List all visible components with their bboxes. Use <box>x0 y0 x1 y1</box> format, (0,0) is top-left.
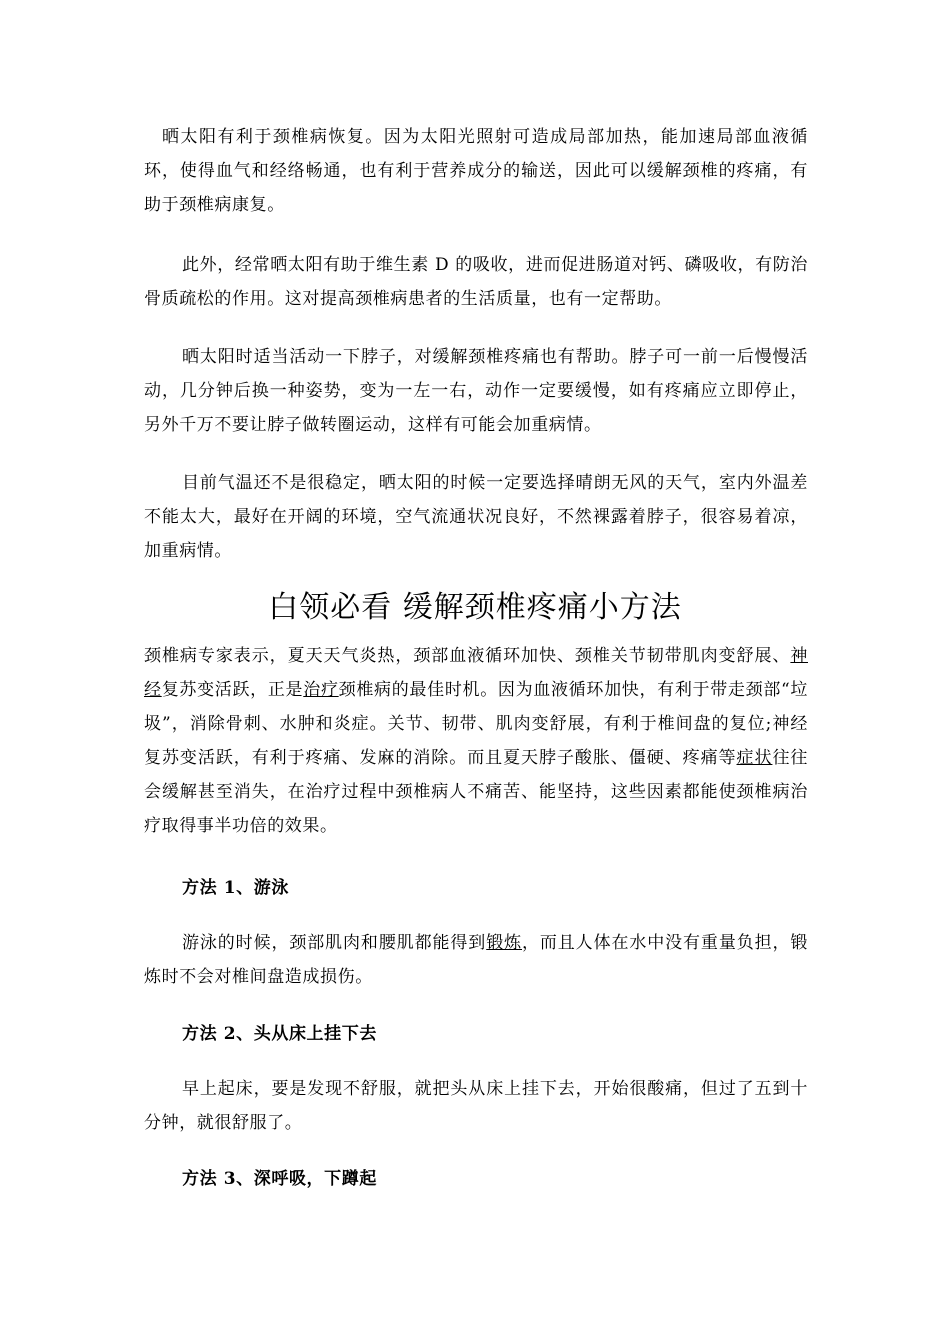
paragraph-summer-treatment <box>144 639 808 843</box>
text-segment: 游泳的时候，颈部肌肉和腰肌都能得到 <box>182 933 487 953</box>
method-3-heading: 方法 3、深呼吸，下蹲起 <box>182 1169 377 1189</box>
paragraph-vitamin-d: 此外，经常晒太阳有助于维生素 D 的吸收，进而促进肠道对钙、磷吸收，有防治骨质疏松的作用。这对提高颈椎病患者的生活质量，也有一定帮助。 <box>144 255 808 309</box>
link-exercise[interactable]: 锻炼 <box>486 933 522 953</box>
paragraph-sunbathing-recovery: 晒太阳有利于颈椎病恢复。因为太阳光照射可造成局部加热，能加速局部血液循环，使得血气和经络畅通，也有利于营养成分的输送，因此可以缓解颈椎的疼痛，有助于颈椎病康复。 <box>144 127 808 215</box>
paragraph-hang-head: 早上起床，要是发现不舒服，就把头从床上挂下去，开始很酸痛，但过了五到十分钟，就很舒服了。 <box>144 1079 808 1133</box>
text-segment: 颈椎病专家表示，夏天天气炎热，颈部血液循环加快、颈椎关节韧带肌肉变舒展、 <box>144 646 791 666</box>
link-symptoms[interactable]: 症状 <box>736 748 773 768</box>
text-segment: 往往会缓解甚至消失，在治疗过程中颈椎病人不痛苦、能坚持，这些因素都能使颈椎病治疗取得事半功倍的效果。 <box>144 748 808 836</box>
link-nerve[interactable]: 神经 <box>144 646 808 700</box>
paragraph-swimming <box>144 926 808 994</box>
method-2-heading: 方法 2、头从床上挂下去 <box>182 1024 377 1044</box>
section-title: 白领必看 缓解颈椎疼痛小方法 <box>268 590 682 625</box>
text-segment: 颈椎病的最佳时机。因为血液循环加快，有利于带走颈部“垃圾”，消除骨刺、水肿和炎症。关节、韧带、肌肉变舒展，有利于椎间盘的复位;神经复苏变活跃，有利于疼痛、发麻的消除。而且夏天脖子酸胀、僵硬、疼痛等 <box>144 680 808 768</box>
text-segment: ，而且人体在水中没有重量负担，锻炼时不会对椎间盘造成损伤。 <box>144 933 809 987</box>
link-treatment[interactable]: 治疗 <box>303 680 339 700</box>
paragraph-neck-exercise: 晒太阳时适当活动一下脖子，对缓解颈椎疼痛也有帮助。脖子可一前一后慢慢活动，几分钟后换一种姿势，变为一左一右，动作一定要缓慢，如有疼痛应立即停止，另外千万不要让脖子做转圈运动，这样有可能会加重病情。 <box>144 347 808 435</box>
method-1-heading: 方法 1、游泳 <box>182 878 289 898</box>
text-segment: 复苏变活跃，正是 <box>161 680 304 700</box>
paragraph-weather-advice: 目前气温还不是很稳定，晒太阳的时候一定要选择晴朗无风的天气，室内外温差不能太大，最好在开阔的环境，空气流通状况良好，不然裸露着脖子，很容易着凉，加重病情。 <box>144 473 808 561</box>
